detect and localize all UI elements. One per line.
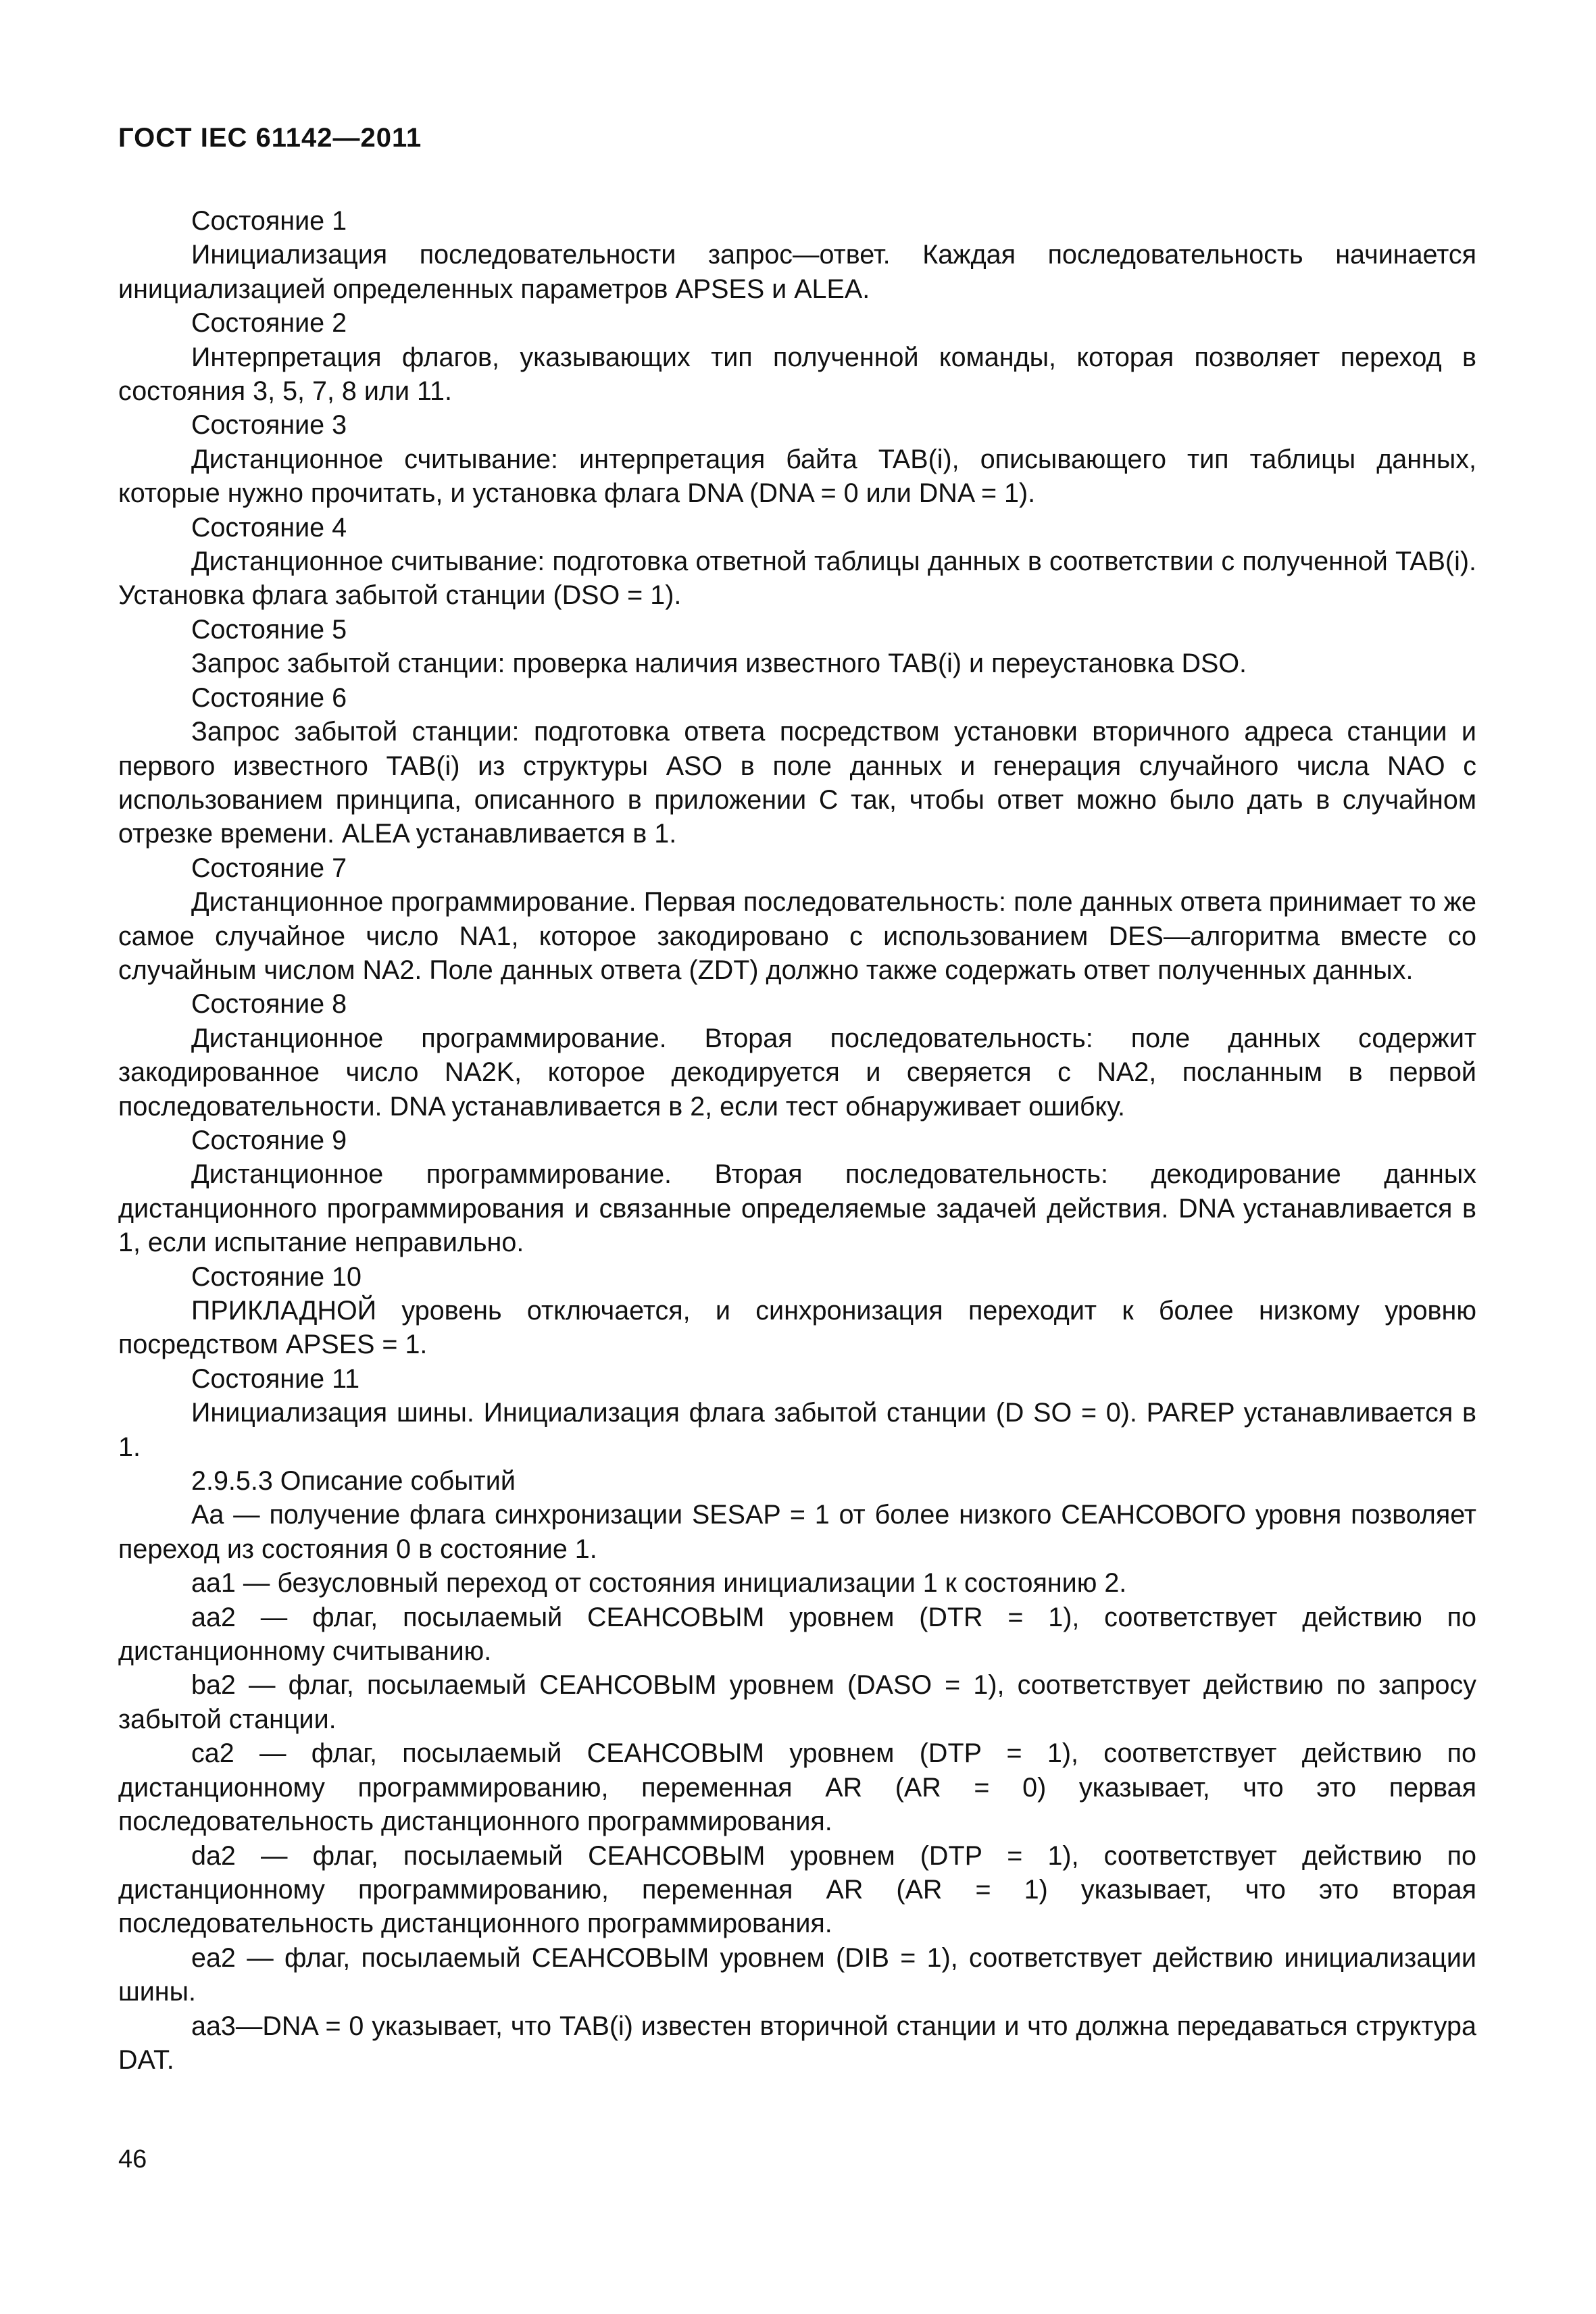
event-da2: da2 — флаг, посылаемый СЕАНСОВЫМ уровнем (DTP = 1), соответствует действию по дистанционному программированию, переменная AR (AR = 1) указывает, что это вторая последовательность дистанционного программирования. [118, 1840, 1476, 1939]
event-aa: Aa — получение флага синхронизации SESAP = 1 от более низкого СЕАНСОВОГО уровня позволяет переход из состояния 0 в состояние 1. [118, 1500, 1476, 1564]
state-8-description: Дистанционное программирование. Вторая последовательность: поле данных содержит закодированное число NA2K, которое декодируется и сверяется с NA2, посланным в первой последовательности. DNA устанавливается в 2, если тест обнаруживает ошибку. [118, 1023, 1476, 1122]
state-9-heading: Состояние 9 [191, 1125, 347, 1155]
state-10-heading: Состояние 10 [191, 1261, 362, 1292]
state-11-description: Инициализация шины. Инициализация флага забытой станции (D SO = 0). PAREP устанавливается в 1. [118, 1398, 1476, 1462]
state-7-heading: Состояние 7 [191, 853, 347, 883]
state-7-description: Дистанционное программирование. Первая последовательность: поле данных ответа принимает то же самое случайное число NA1, которое закодировано с использованием DES—алгоритма вместе со случайным числом NA2. Поле данных ответа (ZDT) должно также содержать ответ полученных данных. [118, 887, 1476, 985]
state-6-heading: Состояние 6 [191, 682, 347, 713]
state-11-heading: Состояние 11 [191, 1363, 360, 1394]
state-2-heading: Состояние 2 [191, 308, 347, 338]
document-header: ГОСТ IEC 61142—2011 [118, 123, 422, 153]
state-1-heading: Состояние 1 [191, 206, 347, 236]
page-number: 46 [118, 2145, 147, 2173]
state-4-heading: Состояние 4 [191, 512, 347, 543]
state-6-description: Запрос забытой станции: подготовка ответа посредством установки вторичного адреса станции и первого известного TAB(i) из структуры ASO в поле данных и генерация случайного числа NAO с использованием принципа, описанного в приложении С так, чтобы ответ можно было дать в случайном отрезке времени. ALEA устанавливается в 1. [118, 717, 1476, 849]
document-body [118, 204, 1476, 2077]
event-ba2: ba2 — флаг, посылаемый СЕАНСОВЫМ уровнем (DASO = 1), соответствует действию по запросу забытой станции. [118, 1670, 1476, 1734]
event-aa1: aa1 — безусловный переход от состояния инициализации 1 к состоянию 2. [191, 1568, 1127, 1599]
event-aa2: aa2 — флаг, посылаемый СЕАНСОВЫМ уровнем (DTR = 1), соответствует действию по дистанционному считыванию. [118, 1602, 1476, 1667]
state-3-heading: Состояние 3 [191, 410, 347, 441]
event-ca2: ca2 — флаг, посылаемый СЕАНСОВЫМ уровнем (DTP = 1), соответствует действию по дистанционному программированию, переменная AR (AR = 0) указывает, что это первая последовательность дистанционного программирования. [118, 1738, 1476, 1837]
state-5-heading: Состояние 5 [191, 614, 347, 645]
section-heading: 2.9.5.3 Описание событий [191, 1466, 516, 1496]
state-2-description: Интерпретация флагов, указывающих тип полученной команды, которая позволяет переход в состояния 3, 5, 7, 8 или 11. [118, 342, 1476, 407]
state-1-description: Инициализация последовательности запрос—ответ. Каждая последовательность начинается инициализацией определенных параметров APSES и ALEA. [118, 240, 1476, 304]
state-10-description: ПРИКЛАДНОЙ уровень отключается, и синхронизация переходит к более низкому уровню посредством APSES = 1. [118, 1296, 1476, 1360]
event-ea2: ea2 — флаг, посылаемый СЕАНСОВЫМ уровнем (DIB = 1), соответствует действию инициализации шины. [118, 1942, 1476, 2007]
state-3-description: Дистанционное считывание: интерпретация байта TAB(i), описывающего тип таблицы данных, которые нужно прочитать, и установка флага DNA (DNA = 0 или DNA = 1). [118, 444, 1476, 509]
state-4-description: Дистанционное считывание: подготовка ответной таблицы данных в соответствии с полученной TAB(i). Установка флага забытой станции (DSO = 1). [118, 547, 1476, 611]
event-aa3: aa3—DNA = 0 указывает, что TAB(i) известен вторичной станции и что должна передаваться структура DAT. [118, 2011, 1476, 2075]
state-8-heading: Состояние 8 [191, 989, 347, 1020]
state-5-description: Запрос забытой станции: проверка наличия известного TAB(i) и переустановка DSO. [191, 649, 1247, 679]
state-9-description: Дистанционное программирование. Вторая последовательность: декодирование данных дистанционного программирования и связанные определяемые задачей действия. DNA устанавливается в 1, если испытание неправильно. [118, 1159, 1476, 1258]
